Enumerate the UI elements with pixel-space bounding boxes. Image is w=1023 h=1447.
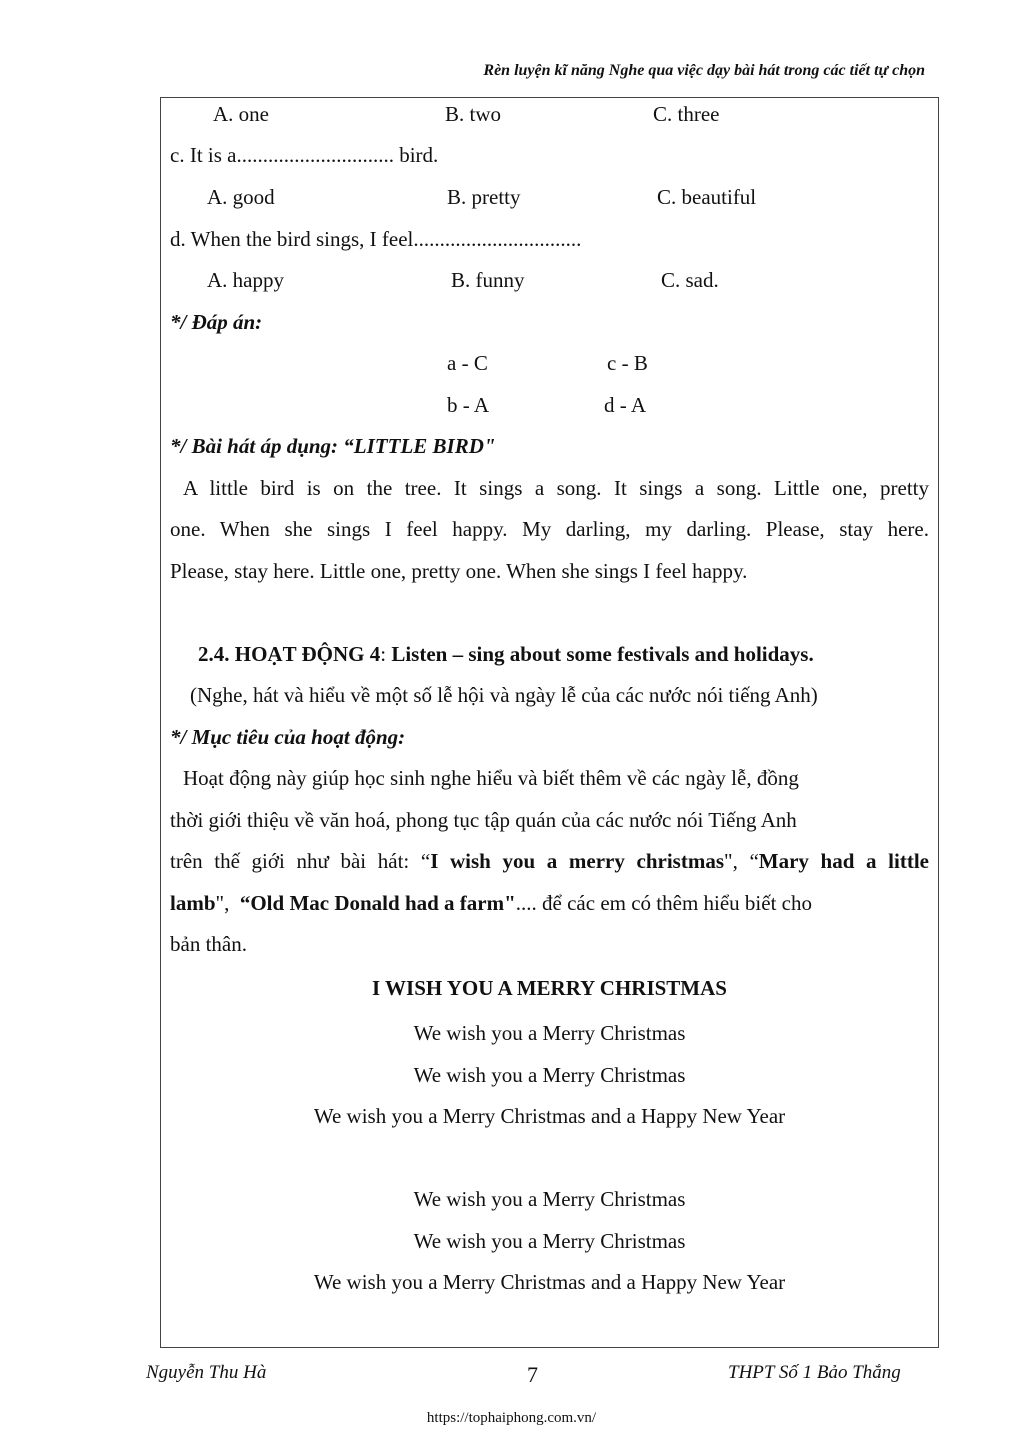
song2-v1-line-1: We wish you a Merry Christmas (413, 1021, 686, 1045)
song2-v2-line-3: We wish you a Merry Christmas and a Happy New Year (313, 1270, 786, 1294)
activity4-subtitle: (Nghe, hát và hiểu về một số lễ hội và ngày lễ của các nước nói tiếng Anh) (190, 683, 818, 707)
footer-author: Nguyễn Thu Hà (146, 1362, 267, 1383)
option-c-c: C. beautiful (657, 185, 757, 209)
question-c: c. It is a.............................. bird. (170, 143, 439, 167)
option-c-b: B. pretty (447, 185, 521, 209)
option-b-c: C. three (653, 102, 720, 126)
answer-a: a - C (447, 351, 488, 375)
option-d-c: C. sad. (661, 268, 719, 292)
song2-v2-line-1: We wish you a Merry Christmas (413, 1187, 686, 1211)
footer-url: https://tophaiphong.com.vn/ (426, 1410, 597, 1426)
answer-b: b - A (447, 393, 489, 417)
option-d-a: A. happy (207, 268, 284, 292)
song2-v1-line-3: We wish you a Merry Christmas and a Happy New Year (313, 1104, 786, 1128)
song1-heading: */ Bài hát áp dụng: “LITTLE BIRD" (170, 434, 496, 458)
activity4-title-num: 2.4. HOẠT ĐỘNG 4 (198, 642, 381, 666)
goal-para-4 (170, 890, 812, 916)
option-b-b: B. two (445, 102, 502, 126)
song-title-mary-a: Mary had a little (758, 849, 929, 873)
activity4-title-colon: : (380, 642, 392, 666)
song-title-macdonald: “Old Mac Donald had a farm" (239, 891, 516, 915)
song1-line-1: A little bird is on the tree. It sings a song. It sings a song. Little one, pretty (183, 476, 929, 500)
goal-para-1: Hoạt động này giúp học sinh nghe hiểu và biết thêm về các ngày lễ, đồng (183, 766, 799, 790)
song1-line-2: one. When she sings I feel happy. My darling, my darling. Please, stay here. (170, 517, 929, 541)
para4-mid: ", (215, 891, 240, 915)
option-b-a: A. one (213, 102, 269, 126)
goal-para-5: bản thân. (170, 932, 247, 956)
page-header: Rèn luyện kĩ năng Nghe qua việc dạy bài hát trong các tiết tự chọn (483, 62, 925, 79)
goal-heading: */ Mục tiêu của hoạt động: (170, 725, 406, 749)
song2-title: I WISH YOU A MERRY CHRISTMAS (372, 976, 727, 1000)
song2-v2-line-2: We wish you a Merry Christmas (413, 1229, 686, 1253)
para3-pre: trên thế giới như bài hát: “ (170, 849, 431, 873)
para4-post: .... để các em có thêm hiểu biết cho (515, 891, 812, 915)
answer-d: d - A (604, 393, 646, 417)
question-d: d. When the bird sings, I feel................................ (170, 227, 582, 251)
answer-c: c - B (607, 351, 648, 375)
answers-heading: */ Đáp án: (170, 310, 263, 334)
song2-v1-line-2: We wish you a Merry Christmas (413, 1063, 686, 1087)
para3-mid: ", “ (724, 849, 759, 873)
song-title-mary-b: lamb (170, 891, 216, 915)
song1-line-3: Please, stay here. Little one, pretty one. When she sings I feel happy. (170, 559, 748, 583)
activity4-title-text: Listen – sing about some festivals and holidays. (391, 642, 814, 666)
goal-para-3 (170, 848, 929, 874)
activity4-title (198, 641, 814, 667)
option-d-b: B. funny (451, 268, 525, 292)
option-c-a: A. good (207, 185, 275, 209)
goal-para-2: thời giới thiệu về văn hoá, phong tục tập quán của các nước nói Tiếng Anh (170, 808, 797, 832)
song-title-christmas: I wish you a merry christmas (430, 849, 724, 873)
page-number: 7 (527, 1362, 538, 1387)
footer-school: THPT Số 1 Bảo Thắng (728, 1362, 901, 1383)
